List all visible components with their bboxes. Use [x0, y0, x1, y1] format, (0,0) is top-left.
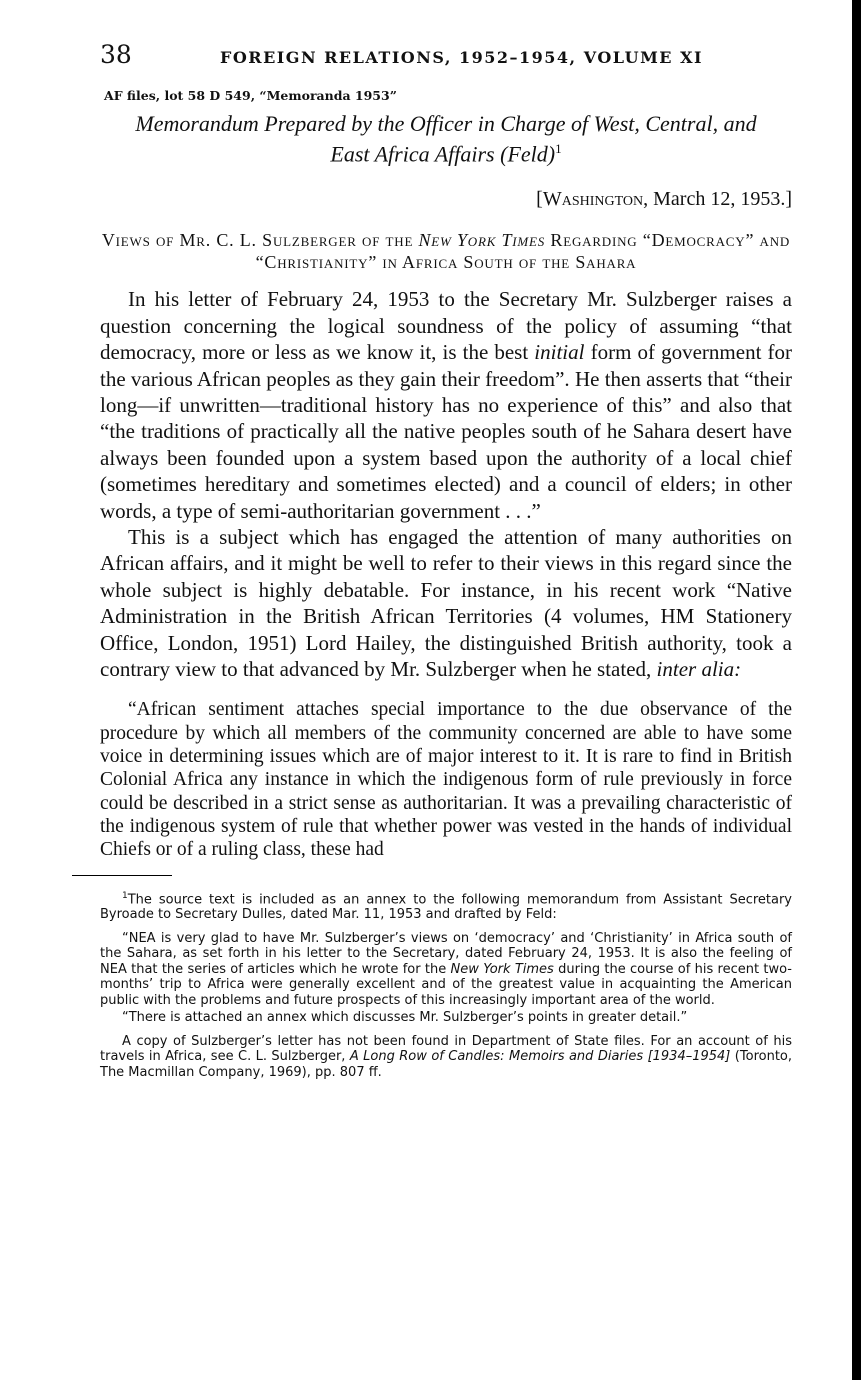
footnote-marker: 1 — [122, 890, 128, 901]
p2-italic: inter alia: — [656, 657, 742, 682]
subject-part-1: Views of Mr. C. L. Sulzberger of the — [101, 230, 419, 251]
title-line-2 — [100, 136, 792, 166]
subject-part-2: Regarding “Democracy” and “Christianity” in Africa South of the Sahara — [255, 230, 791, 273]
p1-text-before: In his letter of February 24, 1953 to the Secretary Mr. Sulzberger raises a question concerning the logical soundness of the policy of assuming “that democracy, more or less as we know it, is the best — [100, 287, 792, 365]
document-title — [100, 111, 792, 166]
document-page — [100, 40, 792, 1080]
body-paragraph-2 — [100, 524, 792, 682]
page-edge-shadow — [852, 0, 861, 1380]
footnote-citation — [100, 1034, 792, 1081]
title-footnote-marker[interactable]: 1 — [555, 141, 562, 156]
dateline-place: Washington — [542, 188, 644, 211]
footnote-citation-italic: A Long Row of Candles: Memoirs and Diaries [1934–1954] — [349, 1049, 731, 1065]
title-line-2-text: East Africa Affairs (Feld) — [330, 141, 556, 167]
subject-heading — [100, 229, 792, 273]
dateline: [Washington, March 12, 1953.] — [536, 188, 792, 211]
footnote-1 — [100, 889, 792, 923]
title-line-1: Memorandum Prepared by the Officer in Charge of West, Central, and — [135, 111, 757, 136]
page-header — [100, 40, 792, 74]
dateline-date: , March 12, 1953. — [643, 188, 786, 211]
footnote-quote-1-italic: New York Times — [450, 961, 554, 977]
subject-newspaper: New York Times — [418, 230, 546, 251]
footnote-quote-1-before: “NEA is very glad to have Mr. Sulzberger’s views on ‘democracy’ and ‘Christianity’ in Africa south of the Sahara, as set forth in his letter to the Secretary, dated February 24, 1953. It is also the feeling of NEA that the series of articles which he wrote for the — [100, 930, 792, 977]
page-number: 38 — [100, 40, 132, 69]
p1-italic: initial — [534, 340, 585, 365]
running-head: FOREIGN RELATIONS, 1952–1954, VOLUME XI — [220, 48, 703, 67]
footnote-quote-1-after: during the course of his recent two-months’ trip to Africa were generally excellent and of the greatest value in acquainting the American public with the problems and future prospects of this increasingly important area of the world. — [100, 961, 792, 1008]
footnote-1-text: The source text is included as an annex to the following memorandum from Assistant Secretary Byroade to Secretary Dulles, dated Mar. 11, 1953 and drafted by Feld: — [100, 891, 792, 923]
p1-text-after: form of government for the various African peoples as they gain their freedom”. He then asserts that “their long—if unwritten—traditional history has no experience of this” and also that “the traditions of practically all the native peoples south of he Sahara desert have always been founded upon a system based upon the authority of a local chief (sometimes hereditary and sometimes elected) and a council of elders; in other words, a type of semi-authoritarian government . . .” — [100, 340, 792, 523]
p2-text-before: This is a subject which has engaged the attention of many authorities on African affairs, and it might be well to refer to their views in this regard since the whole subject is highly debatable. For instance, in his recent work “Native Administration in the British African Territories (4 volumes, HM Stationery Office, London, 1951) Lord Hailey, the distinguished British authority, took a contrary view to that advanced by Mr. Sulzberger when he stated, — [100, 524, 792, 682]
block-quote: “African sentiment attaches special importance to the due observance of the procedure by which all members of the community concerned are able to have some voice in determining issues which are of major interest to it. It is rare to find in British Colonial Africa any instance in which the indigenous form of rule previously in force could be described in a strict sense as authoritarian. It was a prevailing characteristic of the indigenous system of rule that whether power was vested in the hands of individual Chiefs or of a ruling class, these had — [100, 699, 792, 861]
footnote-citation-before: A copy of Sulzberger’s letter has not been found in Department of State files. For an account of his travels in Africa, see C. L. Sulzberger, — [100, 1033, 792, 1065]
footnote-quote-1 — [100, 931, 792, 1009]
footnote-quote-2: “There is attached an annex which discusses Mr. Sulzberger’s points in greater detail.” — [122, 1010, 688, 1026]
footnote-divider — [72, 875, 172, 876]
footnote-citation-after: (Toronto, The Macmillan Company, 1969), pp. 807 ff. — [100, 1049, 793, 1080]
source-note: AF files, lot 58 D 549, “Memoranda 1953” — [104, 88, 397, 103]
body-paragraph-1 — [100, 286, 792, 524]
